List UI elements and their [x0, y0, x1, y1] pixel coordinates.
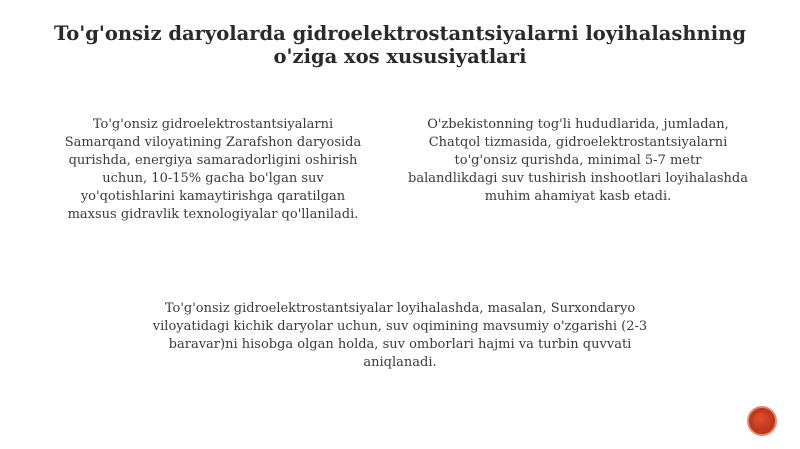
- slide-title: To'g'onsiz daryolarda gidroelektrostantsiyalarni loyihalashning o'ziga xos xususiyatlari: [54, 22, 746, 68]
- paragraph-right: O'zbekistonning tog'li hududlarida, jumladan, Chatqol tizmasida, gidroelektrostantsiyalarni to'g'onsiz qurishda, minimal 5-7 metr balandlikdagi suv tushirish inshootlari loyihalashda muhim ahamiyat kasb etadi.: [408, 117, 748, 204]
- paragraph-left: To'g'onsiz gidroelektrostantsiyalarni Samarqand viloyatining Zarafshon daryosida qurishda, energiya samaradorligini oshirish uchun, 10-15% gacha bo'lgan suv yo'qotishlarini kamaytirishga qaratilgan maxsus gidravlik texnologiyalar qo'llaniladi.: [64, 117, 362, 222]
- paragraph-bottom: To'g'onsiz gidroelektrostantsiyalar loyihalashda, masalan, Surxondaryo viloyatidagi kichik daryolar uchun, suv oqimining mavsumiy o'zgarishi (2-3 baravar)ni hisobga olgan holda, suv omborlari hajmi va turbin quvvati aniqlanadi.: [152, 301, 648, 370]
- next-slide-button[interactable]: [747, 406, 777, 436]
- circle-nav-icon: [753, 412, 771, 430]
